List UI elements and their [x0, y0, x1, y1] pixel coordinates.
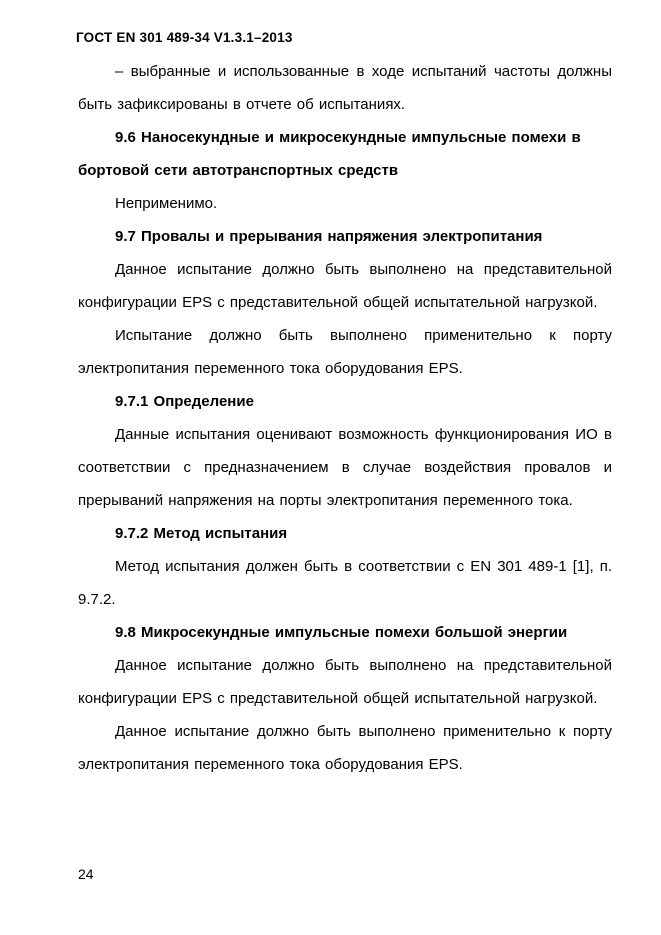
section-heading-9-8: 9.8 Микросекундные импульсные помехи большой энергии: [115, 624, 568, 641]
paragraph: Метод испытания должен быть в соответствии с EN 301 489-1 [1], п. 9.7.2.: [78, 558, 612, 608]
paragraph: Данное испытание должно быть выполнено на представительной конфигурации EPS с представительной общей испытательной нагрузкой.: [78, 261, 612, 311]
paragraph: Испытание должно быть выполнено применительно к порту электропитания переменного тока оборудования EPS.: [78, 327, 612, 377]
paragraph: – выбранные и использованные в ходе испытаний частоты должны быть зафиксированы в отчете об испытаниях.: [78, 63, 612, 113]
paragraph: Неприменимо.: [115, 195, 218, 212]
section-heading-9-7-2: 9.7.2 Метод испытания: [115, 525, 288, 542]
page-number: 24: [78, 866, 94, 882]
section-heading-9-6: 9.6 Наносекундные и микросекундные импульсные помехи в бортовой сети автотранспортных средств: [78, 129, 581, 179]
section-heading-9-7: 9.7 Провалы и прерывания напряжения электропитания: [115, 228, 543, 245]
document-body: [78, 55, 612, 781]
section-heading-9-7-1: 9.7.1 Определение: [115, 393, 254, 410]
paragraph: Данные испытания оценивают возможность функционирования ИО в соответствии с предназначением в случае воздействия провалов и прерываний напряжения на порты электропитания переменного тока.: [78, 426, 612, 509]
paragraph: Данное испытание должно быть выполнено применительно к порту электропитания переменного тока оборудования EPS.: [78, 723, 612, 773]
document-header-title: ГОСТ EN 301 489-34 V1.3.1–2013: [76, 30, 293, 45]
paragraph: Данное испытание должно быть выполнено на представительной конфигурации EPS с представительной общей испытательной нагрузкой.: [78, 657, 612, 707]
